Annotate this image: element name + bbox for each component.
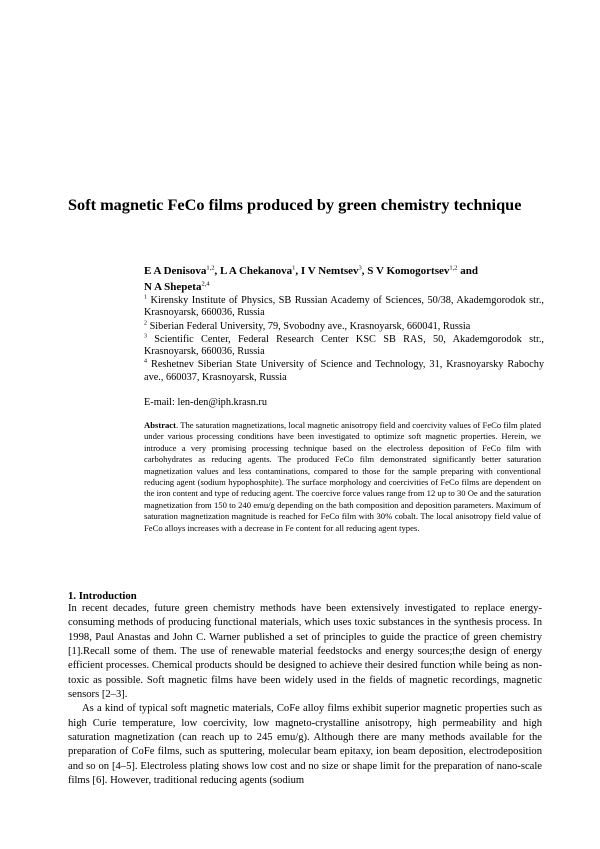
abstract-text: . The saturation magnetizations, local magnetic anisotropy field and coercivity values of FeCo film plated under various processing conditions have been investigated to optimize soft magnetic properties. Herein, we introduce a very promising processing technique based on the electroless deposition of FeCo film with carbohydrates as reducing agents. The produced FeCo film demonstrated significantly better saturation magnetization values and less contaminations, compared to those for the sample preparing with conventional reducing agent (sodium hypophosphite). The surface morphology and coercivities of FeCo films are dependent on the iron content and type of reducing agent. The coercive force values range from 12 up to 30 Oe and the saturation magnetization from 150 to 240 emu/g depending on the bath composition and deposition parameters. Maximum of saturation magnetization magnitude is reached for FeCo film with 30% cobalt. The local anisotropy field value of FeCo alloys increases with a decrease in Fe content for all reducing agent types. — [144, 420, 541, 533]
affiliation-text: Kirensky Institute of Physics, SB Russian Academy of Sciences, 50/38, Akademgorodok str., Krasnoyarsk, 660036, Russia — [144, 295, 544, 319]
body-text — [68, 602, 542, 788]
author-name: S V Komogortsev — [367, 265, 450, 277]
author-name: E A Denisova — [144, 265, 207, 277]
paragraph: In recent decades, future green chemistry methods have been extensively investigated to replace energy-consuming methods of producing functional materials, which uses toxic substances in the synthesis process. In 1998, Paul Anastas and John C. Warner published a set of principles to guide the practice of green chemistry [1].Recall some of them. The use of renewable material feedstocks and energy sources;the design of energy efficient processes. Chemical products should be designed to achieve their desired function while being as non-toxic as possible. Soft magnetic films have been widely used in the fields of magnetic recordings, magnetic sensors [2–3]. — [68, 603, 542, 701]
author-affiliation-mark: 3 — [358, 264, 362, 272]
affiliation-list — [144, 295, 544, 385]
affiliation-number: 2 — [144, 320, 147, 327]
contact-email[interactable]: E-mail: len-den@iph.krasn.ru — [144, 397, 267, 408]
affiliation-item — [144, 295, 544, 320]
author-name: N A Shepeta — [144, 280, 202, 293]
affiliation-item — [144, 334, 544, 359]
abstract — [144, 420, 541, 534]
affiliation-item — [144, 321, 544, 333]
author-separator: , — [295, 265, 301, 277]
author-separator: , — [214, 265, 220, 277]
affiliation-number: 1 — [144, 294, 147, 301]
affiliation-text: Reshetnev Siberian State University of Science and Technology, 31, Krasnoyarsky Rabochy ave., 660037, Krasnoyarsk, Russia — [144, 359, 544, 383]
author-name: I V Nemtsev — [300, 265, 359, 277]
abstract-label: Abstract — [144, 420, 176, 430]
author-affiliation-mark: 1,2 — [449, 264, 458, 272]
affiliation-text: Siberian Federal University, 79, Svobodny ave., Krasnoyarsk, 660041, Russia — [149, 320, 471, 332]
author-list — [144, 264, 544, 295]
author-affiliation-mark: 2,4 — [201, 279, 210, 287]
author-separator: and — [457, 265, 478, 277]
author-name: L A Chekanova — [219, 265, 293, 277]
paragraph: As a kind of typical soft magnetic materials, CoFe alloy films exhibit superior magnetic properties such as high Curie temperature, low coercivity, low magneto-crystalline anisotropy, high permeability and high saturation magnetization (can reach up to 245 emu/g). Although there are many methods available for the preparation of CoFe films, such as sputtering, molecular beam epitaxy, ion beam deposition, electrodeposition and so on [4–5]. Electroless plating shows low cost and no size or shape limit for the preparation of nano-scale films [6]. However, traditional reducing agents (sodium — [68, 703, 542, 787]
author-affiliation-mark: 1,2 — [206, 264, 215, 272]
affiliation-text: Scientific Center, Federal Research Center KSC SB RAS, 50, Akademgorodok str., Krasnoyarsk, 660036, Russia — [144, 333, 544, 358]
section-heading: 1. Introduction — [68, 590, 137, 602]
affiliation-item — [144, 359, 544, 384]
author-affiliation-mark: 1 — [292, 264, 296, 272]
affiliation-number: 3 — [144, 333, 147, 340]
paper-title: Soft magnetic FeCo films produced by green chemistry technique — [68, 195, 522, 214]
affiliation-number: 4 — [144, 359, 147, 366]
author-separator: , — [361, 265, 368, 277]
